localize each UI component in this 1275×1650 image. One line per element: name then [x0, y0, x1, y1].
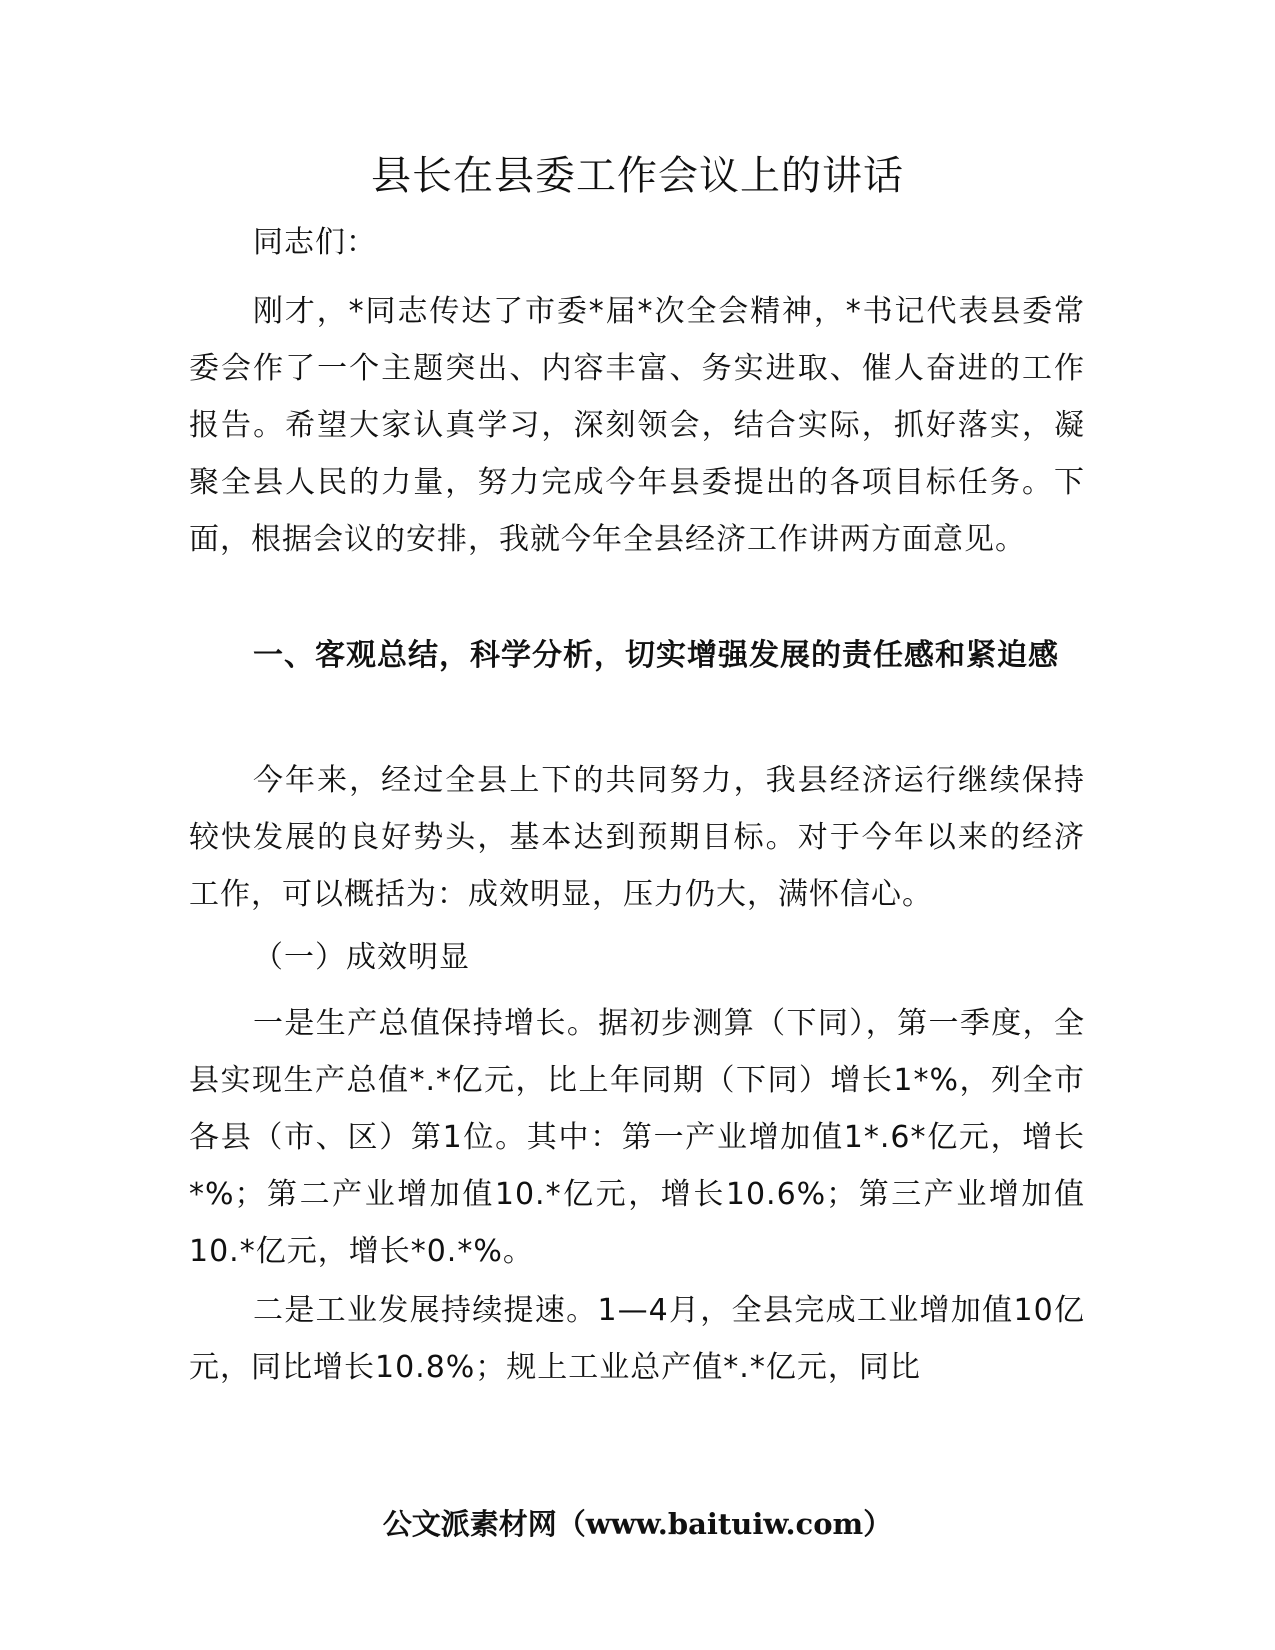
paragraph-opening: 刚才，*同志传达了市委*届*次全会精神，*书记代表县委常委会作了一个主题突出、内容丰富、务实进取、催人奋进的工作报告。希望大家认真学习，深刻领会，结合实际，抓好落实，凝聚全县人民的力量，努力完成今年县委提出的各项目标任务。下面，根据会议的安排，我就今年全县经济工作讲两方面意见。: [189, 294, 1085, 557]
document-title: 县长在县委工作会议上的讲话: [371, 153, 904, 199]
paragraph-gdp: 一是生产总值保持增长。据初步测算（下同），第一季度，全县实现生产总值*.*亿元，比上年同期（下同）增长1*%，列全市各县（市、区）第1位。其中：第一产业增加值1*.6*亿元，增长*%；第二产业增加值10.*亿元，增长10.6%；第三产业增加值10.*亿元，增长*0.*%。: [189, 1006, 1085, 1269]
paragraph-industry: 二是工业发展持续提速。1—4月，全县完成工业增加值10亿元，同比增长10.8%；规上工业总产值*.*亿元，同比: [189, 1293, 1085, 1385]
subsection-heading-1: （一）成效明显: [253, 940, 470, 975]
section-heading-1: 一、客观总结，科学分析，切实增强发展的责任感和紧迫感: [253, 638, 1059, 673]
footer-watermark-text: 公文派素材网（www.baituiw.com）: [382, 1507, 893, 1541]
salutation: 同志们：: [253, 225, 377, 260]
paragraph-overview: 今年来，经过全县上下的共同努力，我县经济运行继续保持较快发展的良好势头，基本达到预期目标。对于今年以来的经济工作，可以概括为：成效明显，压力仍大，满怀信心。: [189, 763, 1085, 912]
